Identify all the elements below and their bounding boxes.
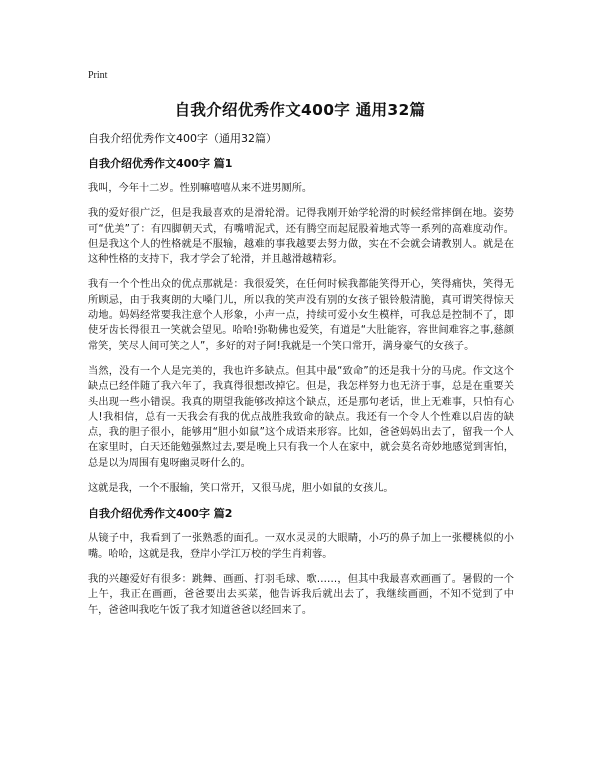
- paragraph: 这就是我，一个不服输，笑口常开，又很马虎，胆小如鼠的女孩儿。: [88, 483, 394, 495]
- document-body: [88, 131, 514, 628]
- section-heading-1: 自我介绍优秀作文400字 篇1: [88, 157, 233, 170]
- paragraph: 我的爱好很广泛，但是我最喜欢的是滑轮滑。记得我刚开始学轮滑的时候经常摔倒在地。姿势可“优美”了：有四脚朝天式，有嘴啃泥式，还有腾空而起屁股着地式等一系列的高难度动作。但是我这个人的性格就是不服输，越难的事我越要去努力做，实在不会就会请教别人。就是在这种性格的支持下，我才学会了轮滑，并且越滑越精彩。: [88, 208, 514, 266]
- document-subtitle: 自我介绍优秀作文400字（通用32篇）: [88, 132, 277, 145]
- paragraph: 我有一个个性出众的优点那就是：我很爱笑，在任何时候我都能笑得开心，笑得痛快，笑得无所顾忌，由于我爽朗的大嗓门儿，所以我的笑声没有别的女孩子银铃般清脆，真可谓笑得惊天动地。妈妈经常要我注意个人形象，小声一点，持续可爱小女生模样，可我总是控制不了，即使牙齿长得很丑一笑就会望见。哈哈!弥勒佛也爱笑，有道是“大肚能容，容世间难容之事,慈颜常笑，笑尽人间可笑之人”，多好的对子阿!我就是一个笑口常开，满身豪气的女孩子。: [88, 279, 514, 352]
- paragraph: 从镜子中，我看到了一张熟悉的面孔。一双水灵灵的大眼睛，小巧的鼻子加上一张樱桃似的小嘴。哈哈，这就是我，登岸小学江万校的学生肖莉蓉。: [88, 533, 514, 560]
- paragraph: 当然，没有一个人是完美的，我也许多缺点。但其中最“致命”的还是我十分的马虎。作文这个缺点已经伴随了我六年了，我真得很想改掉它。但是，我怎样努力也无济于事，总是在重要关头出现一些小错误。我真的期望我能够改掉这个缺点，还是那句老话，世上无难事，只怕有心人!我相信，总有一天我会有我的优点战胜我致命的缺点。我还有一个令人个性难以启齿的缺点，我的胆子很小，能够用“胆小如鼠”这个成语来形容。比如，爸爸妈妈出去了，留我一个人在家里时，白天还能勉强熬过去,要是晚上只有我一个人在家中，就会莫名奇妙地感觉到害怕，总是以为周围有鬼呀幽灵呀什么的。: [88, 365, 514, 469]
- paragraph: 我的兴趣爱好有很多：跳舞、画画、打羽毛球、歌……，但其中我最喜欢画画了。暑假的一个上午，我正在画画，爸爸要出去买菜，他告诉我后就出去了，我继续画画，不知不觉到了中午，爸爸叫我吃午饭了我才知道爸爸以经回来了。: [88, 573, 514, 616]
- paragraph: 我叫，今年十二岁。性别嘛嘻嘻从来不进男厕所。: [88, 183, 313, 194]
- section-heading-2: 自我介绍优秀作文400字 篇2: [88, 507, 233, 521]
- print-label[interactable]: Print: [88, 70, 108, 81]
- page-title: 自我介绍优秀作文400字 通用32篇: [174, 101, 426, 119]
